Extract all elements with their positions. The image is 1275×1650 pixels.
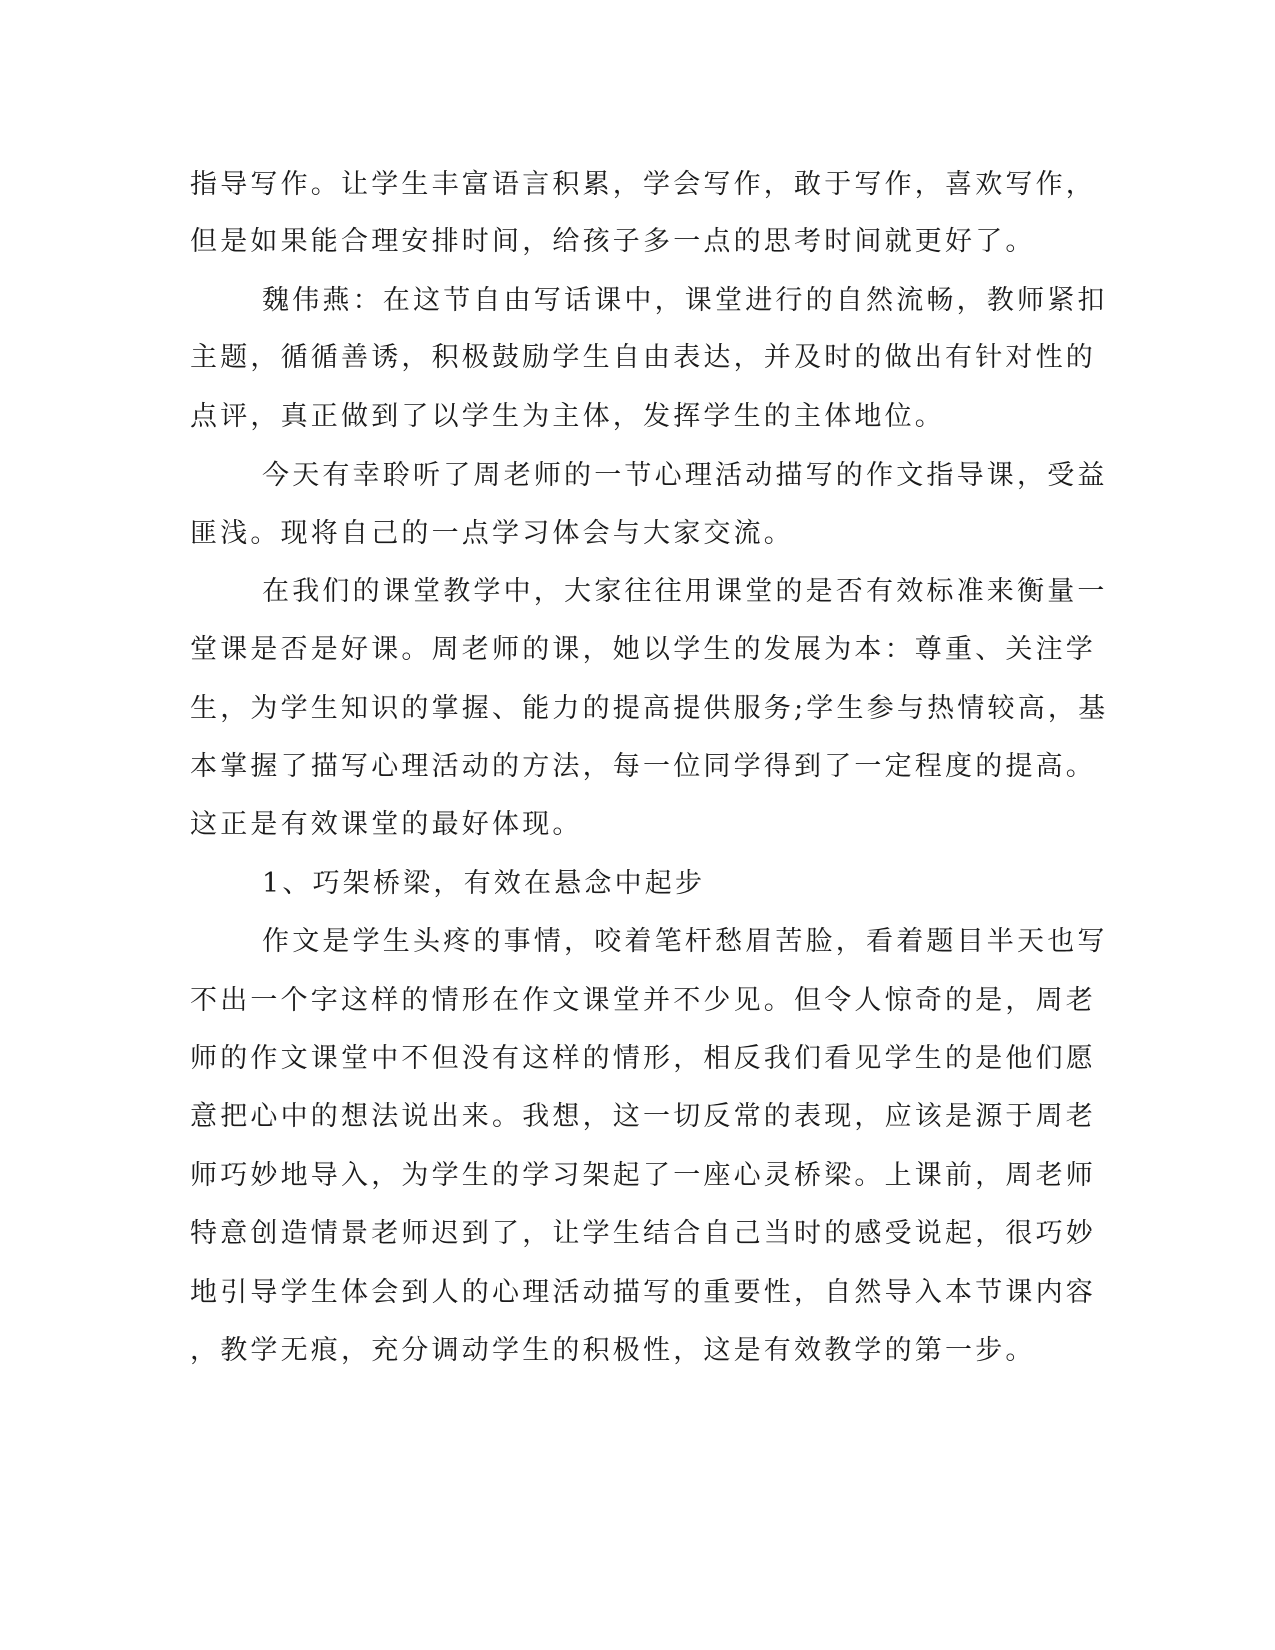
text-line: 本掌握了描写心理活动的方法，每一位同学得到了一定程度的提高。 (190, 751, 1096, 782)
text-line: 堂课是否是好课。周老师的课，她以学生的发展为本：尊重、关注学 (190, 634, 1096, 665)
text-line: 师巧妙地导入，为学生的学习架起了一座心灵桥梁。上课前，周老师 (190, 1160, 1096, 1191)
text-line: 地引导学生体会到人的心理活动描写的重要性，自然导入本节课内容 (190, 1277, 1096, 1308)
text-line: 师的作文课堂中不但没有这样的情形，相反我们看见学生的是他们愿 (190, 1043, 1096, 1074)
text-line: 但是如果能合理安排时间，给孩子多一点的思考时间就更好了。 (190, 226, 1036, 257)
section-heading: 1、巧架桥梁，有效在悬念中起步 (262, 868, 706, 899)
text-line: 这正是有效课堂的最好体现。 (190, 809, 583, 840)
paragraph-start-line: 魏伟燕：在这节自由写话课中，课堂进行的自然流畅，教师紧扣 (262, 285, 1108, 316)
paragraph-start-line: 今天有幸聆听了周老师的一节心理活动描写的作文指导课，受益 (262, 460, 1108, 491)
text-line: 意把心中的想法说出来。我想，这一切反常的表现，应该是源于周老 (190, 1101, 1096, 1132)
text-line: 指导写作。让学生丰富语言积累，学会写作，敢于写作，喜欢写作， (190, 169, 1096, 200)
text-line: 特意创造情景老师迟到了，让学生结合自己当时的感受说起，很巧妙 (190, 1218, 1096, 1249)
text-line: 不出一个字这样的情形在作文课堂并不少见。但令人惊奇的是，周老 (190, 985, 1096, 1016)
text-line: 匪浅。现将自己的一点学习体会与大家交流。 (190, 518, 794, 549)
text-line: 主题，循循善诱，积极鼓励学生自由表达，并及时的做出有针对性的 (190, 342, 1096, 373)
text-line: 生，为学生知识的掌握、能力的提高提供服务;学生参与热情较高，基 (190, 693, 1109, 724)
text-line: 点评，真正做到了以学生为主体，发挥学生的主体地位。 (190, 401, 945, 432)
paragraph-start-line: 在我们的课堂教学中，大家往往用课堂的是否有效标准来衡量一 (262, 576, 1108, 607)
text-line: ，教学无痕，充分调动学生的积极性，这是有效教学的第一步。 (190, 1335, 1036, 1366)
paragraph-start-line: 作文是学生头疼的事情，咬着笔杆愁眉苦脸，看着题目半天也写 (262, 926, 1108, 957)
